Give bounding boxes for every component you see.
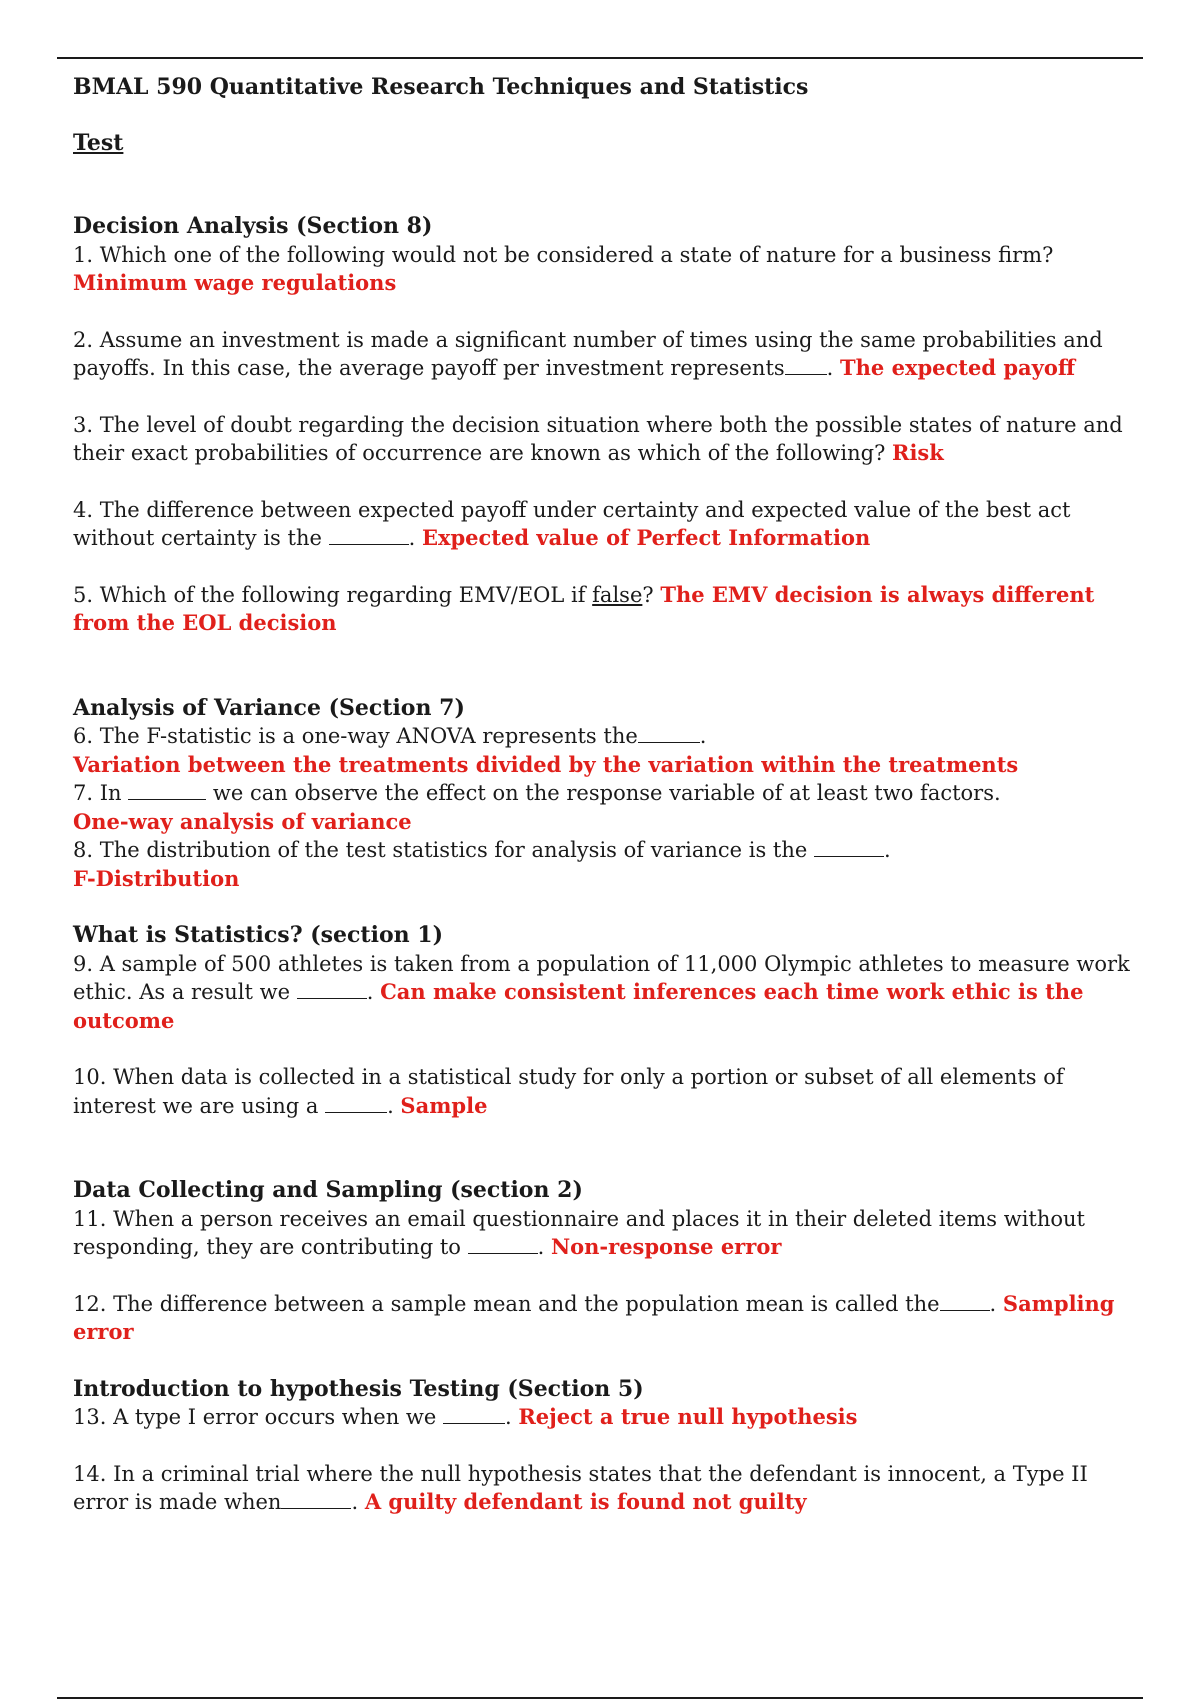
question-3 xyxy=(73,411,1148,468)
answer-blank xyxy=(785,356,827,375)
section-heading: Introduction to hypothesis Testing (Section 5) xyxy=(73,1375,644,1402)
question-text: 7. In xyxy=(73,781,129,805)
question-7 xyxy=(73,779,1148,808)
question-8 xyxy=(73,836,1148,865)
question-text-end: . xyxy=(366,980,381,1004)
test-subtitle: Test xyxy=(73,130,124,156)
question-10 xyxy=(73,1063,1148,1120)
question-text-end: we can observe the effect on the response variable of at least two factors. xyxy=(206,781,1001,805)
answer-12: Sampling error xyxy=(73,1290,1115,1344)
question-text-end: . xyxy=(884,838,891,862)
question-1 xyxy=(73,241,1148,298)
answer-6: Variation between the treatments divided by the variation within the treatments xyxy=(73,751,1019,777)
question-text: 2. Assume an investment is made a significant number of times using the same probabilities and payoffs. In this case, the average payoff per investment represents xyxy=(73,327,1103,380)
section-heading: Data Collecting and Sampling (section 2) xyxy=(73,1177,583,1203)
question-text: 11. When a person receives an email questionnaire and places it in their deleted items without responding, they are contributing to xyxy=(73,1206,1085,1259)
question-text: 14. In a criminal trial where the null hypothesis states that the defendant is innocent, a Type II error is made when xyxy=(73,1461,1088,1514)
top-rule xyxy=(57,57,1143,59)
question-text-end: ? xyxy=(642,582,661,607)
question-11 xyxy=(73,1205,1148,1262)
section-heading: Decision Analysis (Section 8) xyxy=(73,213,433,239)
answer-11: Non-response error xyxy=(550,1234,782,1259)
answer-14: A guilty defendant is found not guilty xyxy=(364,1489,807,1514)
question-text: 13. A type I error occurs when we xyxy=(73,1405,443,1429)
answer-blank xyxy=(297,980,367,999)
question-text-end: . xyxy=(537,1235,551,1259)
answer-blank xyxy=(638,724,700,743)
answer-10: Sample xyxy=(400,1092,488,1118)
answer-blank xyxy=(468,1235,538,1254)
section-what-is-statistics xyxy=(73,921,1148,1120)
question-text: 6. The F-statistic is a one-way ANOVA represents the xyxy=(73,724,638,748)
answer-blank xyxy=(814,838,884,857)
question-2 xyxy=(73,326,1148,383)
answer-blank xyxy=(128,781,206,800)
question-9 xyxy=(73,950,1148,1036)
question-text: 5. Which of the following regarding EMV/EOL if xyxy=(73,582,593,607)
question-13 xyxy=(73,1403,1148,1432)
section-hypothesis-testing xyxy=(73,1375,1148,1517)
section-heading: Analysis of Variance (Section 7) xyxy=(73,694,465,721)
bottom-rule xyxy=(57,1697,1143,1699)
question-text: 1. Which one of the following would not be considered a state of nature for a business firm? xyxy=(73,242,1054,267)
answer-1: Minimum wage regulations xyxy=(73,270,397,295)
answer-4: Expected value of Perfect Information xyxy=(421,525,871,550)
answer-9: Can make consistent inferences each time work ethic is the outcome xyxy=(73,979,1084,1033)
document-page xyxy=(73,72,1148,1517)
question-text: 4. The difference between expected payoff under certainty and expected value of the best act without certainty is the xyxy=(73,497,1071,550)
question-text-end: . xyxy=(504,1405,519,1429)
answer-blank xyxy=(329,526,409,545)
section-decision-analysis xyxy=(73,212,1148,638)
answer-8: F-Distribution xyxy=(73,865,240,891)
question-text: 8. The distribution of the test statistics for analysis of variance is the xyxy=(73,838,814,862)
answer-7: One-way analysis of variance xyxy=(73,808,412,834)
section-data-collecting xyxy=(73,1176,1148,1347)
answer-2: The expected payoff xyxy=(840,355,1076,380)
section-heading: What is Statistics? (section 1) xyxy=(73,922,443,948)
question-text-end: . xyxy=(989,1291,1003,1316)
underlined-word: false xyxy=(592,582,643,607)
question-text-end: . xyxy=(387,1093,401,1118)
question-14 xyxy=(73,1460,1148,1517)
question-12 xyxy=(73,1290,1148,1347)
question-text-end: . xyxy=(408,526,422,550)
question-6 xyxy=(73,722,1148,751)
course-title: BMAL 590 Quantitative Research Techniques and Statistics xyxy=(73,74,809,100)
question-text: 3. The level of doubt regarding the decision situation where both the possible states of nature and their exact probabilities of occurrence are known as which of the following? xyxy=(73,412,1123,465)
question-text: 12. The difference between a sample mean and the population mean is called the xyxy=(73,1291,940,1316)
question-4 xyxy=(73,496,1148,553)
answer-blank xyxy=(325,1094,387,1113)
question-5 xyxy=(73,581,1148,638)
section-anova xyxy=(73,694,1148,894)
question-text: 9. A sample of 500 athletes is taken from a population of 11,000 Olympic athletes to measure work ethic. As a result we xyxy=(73,951,1130,1004)
answer-blank xyxy=(443,1405,505,1424)
answer-3: Risk xyxy=(892,440,944,465)
question-text-end: . xyxy=(351,1490,365,1514)
question-text-end: . xyxy=(826,356,841,380)
answer-blank xyxy=(281,1490,351,1509)
answer-5: The EMV decision is always different from the EOL decision xyxy=(73,581,1095,635)
answer-blank xyxy=(940,1292,990,1311)
question-text: 10. When data is collected in a statistical study for only a portion or subset of all elements of interest we are using a xyxy=(73,1065,1064,1118)
answer-13: Reject a true null hypothesis xyxy=(518,1404,858,1429)
question-text-end: . xyxy=(699,724,707,748)
